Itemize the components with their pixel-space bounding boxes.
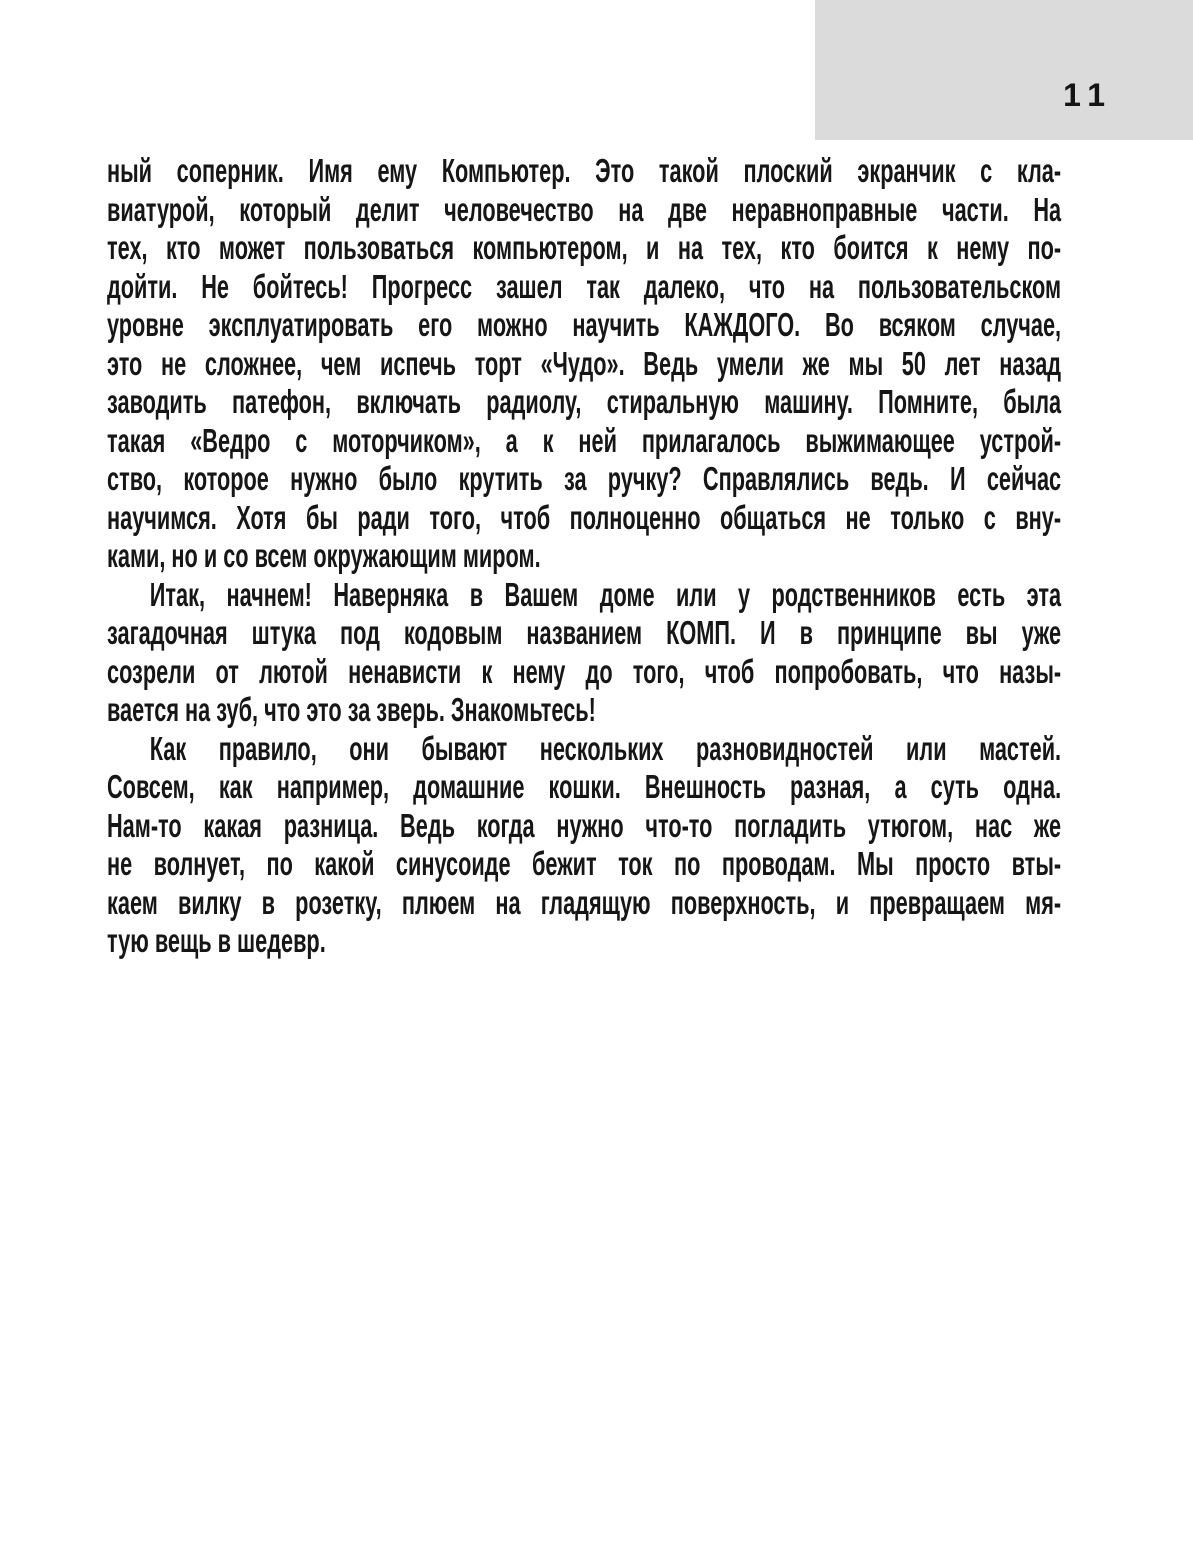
text-column — [107, 152, 1061, 961]
text-line: вается на зуб, что это за зверь. Знакомьтесь! — [107, 691, 596, 728]
page-header-block — [815, 0, 1193, 140]
text-line: ный соперник. Имя ему Компьютер. Это такой плоский экранчик с кла- — [107, 152, 1062, 189]
text-line: созрели от лютой ненависти к нему до того, чтоб попробовать, что назы- — [107, 652, 1062, 690]
text-line: тую вещь в шедевр. — [107, 922, 326, 959]
text-line: загадочная штука под кодовым названием КОМП. И в принципе вы уже — [107, 614, 1062, 651]
text-line: Итак, начнем! Наверняка в Вашем доме или у родственников есть эта — [149, 575, 1062, 613]
text-line: ство, которое нужно было крутить за ручку? Справлялись ведь. И сейчас — [107, 460, 1062, 497]
page-number: 11 — [1063, 77, 1113, 113]
text-line: не волнует, по какой синусоиде бежит ток по проводам. Мы просто вты- — [107, 845, 1062, 882]
text-line: такая «Ведро с моторчиком», а к ней прилагалось выжимающее устрой- — [107, 421, 1062, 459]
text-line: Как правило, они бывают нескольких разновидностей или мастей. — [149, 729, 1062, 767]
text-line: виатурой, который делит человечество на две неравноправные части. На — [107, 190, 1062, 228]
text-line: научимся. Хотя бы ради того, чтоб полноценно общаться не только с вну- — [107, 498, 1062, 536]
text-line: тех, кто может пользоваться компьютером, и на тех, кто боится к нему по- — [107, 229, 1062, 266]
text-line: ками, но и со всем окружающим миром. — [107, 537, 541, 574]
text-line: дойти. Не бойтесь! Прогресс зашел так далеко, что на пользовательском — [107, 267, 1062, 305]
text-line: Совсем, как например, домашние кошки. Внешность разная, а суть одна. — [107, 768, 1062, 805]
text-line: Нам-то какая разница. Ведь когда нужно что-то погладить утюгом, нас же — [107, 806, 1062, 844]
text-line: уровне эксплуатировать его можно научить КАЖДОГО. Во всяком случае, — [107, 306, 1062, 343]
text-line: заводить патефон, включать радиолу, стиральную машину. Помните, была — [107, 383, 1062, 420]
text-line: каем вилку в розетку, плюем на гладящую поверхность, и превращаем мя- — [107, 883, 1062, 921]
text-line: это не сложнее, чем испечь торт «Чудо». Ведь умели же мы 50 лет назад — [107, 344, 1062, 382]
